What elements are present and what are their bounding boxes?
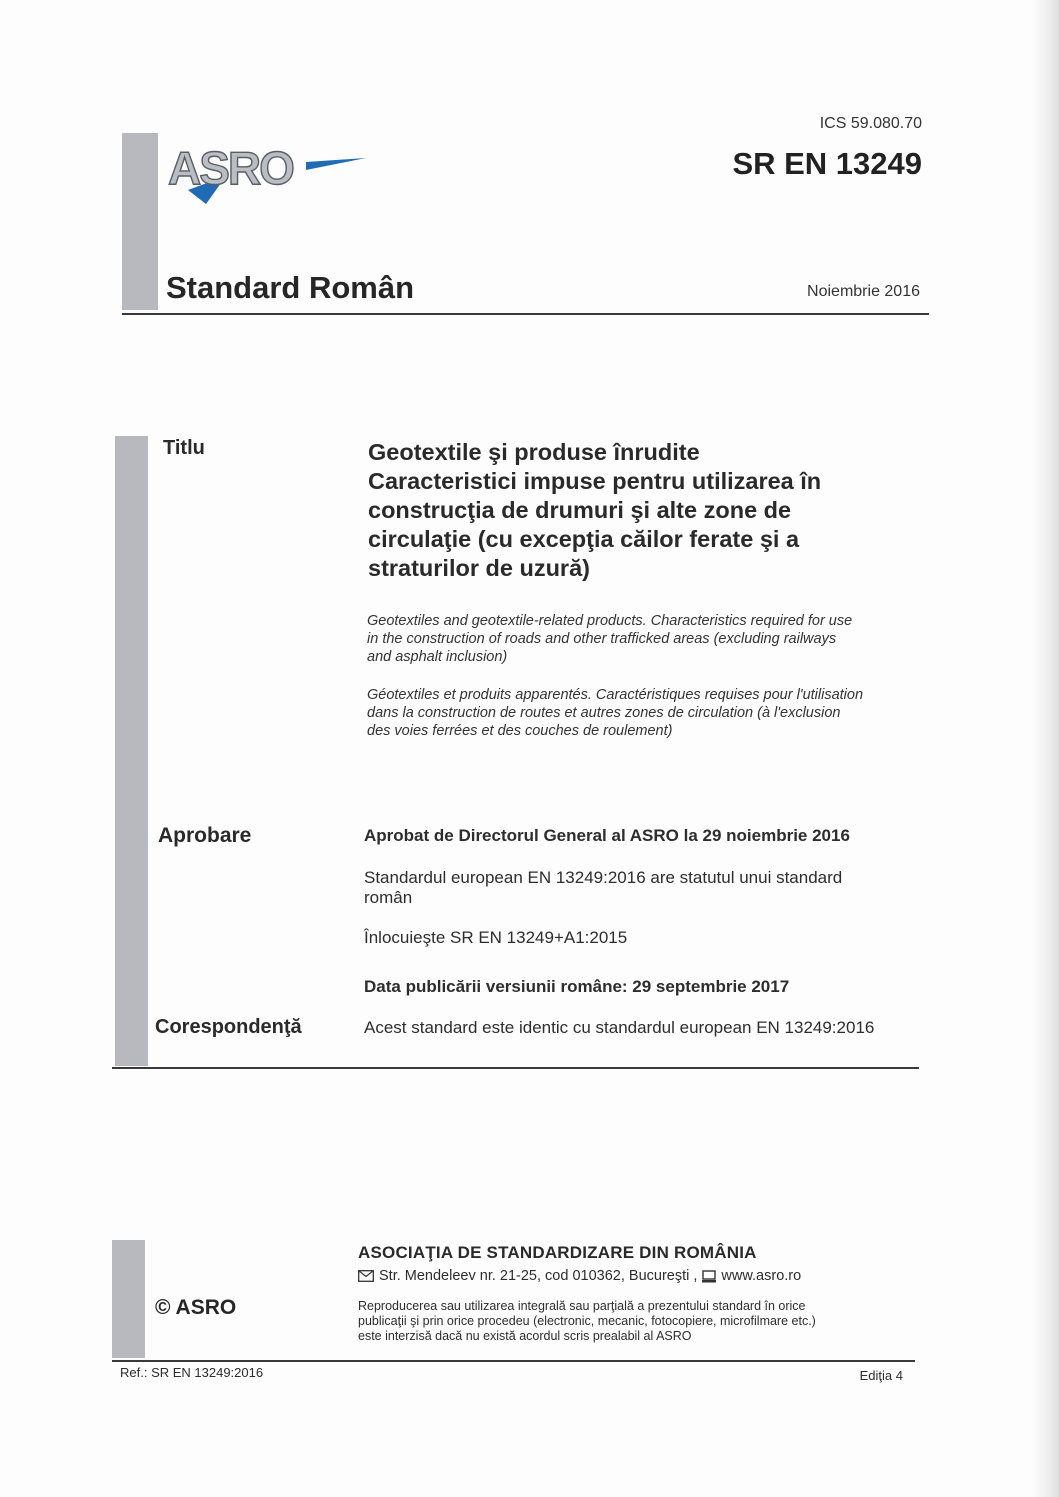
title-label: Titlu [163,437,205,459]
notice-line: este interzisă dacă nu există acordul scris prealabil al ASRO [358,1329,692,1343]
status-line: român [364,888,413,907]
title-english [367,612,927,666]
standard-code: SR EN 13249 [732,146,922,181]
info-divider [112,1067,919,1069]
website-link[interactable]: www.asro.ro [721,1268,802,1284]
standard-type-heading: Standard Român [166,270,415,305]
address-text: Str. Mendeleev nr. 21-25, cod 010362, Bucureşti , [379,1268,698,1284]
reference-number: Ref.: SR EN 13249:2016 [120,1365,264,1380]
title-romanian [368,438,928,583]
standard-status [364,868,924,908]
notice-line: Reproducerea sau utilizarea integrală sau parţială a prezentului standard în orice [358,1299,806,1313]
title-ro-line: Geotextile şi produse înrudite [368,439,700,465]
title-french [367,686,927,740]
correspondence-text: Acest standard este identic cu standardul european EN 13249:2016 [364,1018,875,1037]
title-en-line: and asphalt inclusion) [367,649,508,665]
title-fr-line: des voies ferrées et des couches de roulement) [367,723,673,739]
status-line: Standardul european EN 13249:2016 are statutul unui standard [364,868,843,887]
title-ro-line: circulaţie (cu excepţia căilor ferate şi a [368,526,800,552]
title-en-line: Geotextiles and geotextile-related products. Characteristics required for use [367,613,853,629]
envelope-icon [358,1270,374,1282]
approval-statement: Aprobat de Directorul General al ASRO la 29 noiembrie 2016 [364,826,850,845]
footer-side-bar [112,1240,145,1358]
title-en-line: in the construction of roads and other trafficked areas (excluding railways [367,631,837,647]
footer-divider [112,1360,915,1362]
info-side-bar [115,436,148,1066]
computer-icon [702,1270,716,1283]
approval-label: Aprobare [158,824,252,847]
edition-number: Ediţia 4 [859,1368,903,1383]
association-address [358,1268,801,1284]
title-fr-line: Géotextiles et produits apparentés. Caractéristiques requises pour l'utilisation [367,687,864,703]
publication-date: Noiembrie 2016 [807,283,920,300]
svg-text:ASRO: ASRO [168,142,293,194]
copyright-mark: © ASRO [155,1296,237,1319]
reproduction-notice [358,1299,898,1344]
notice-line: publicaţii şi prin orice procedeu (electronic, mecanic, fotocopiere, microfilmare etc.) [358,1314,816,1328]
title-ro-line: straturilor de uzură) [368,555,590,581]
romanian-version-date: Data publicării versiunii române: 29 septembrie 2017 [364,977,790,996]
title-ro-line: Caracteristici impuse pentru utilizarea în [368,468,822,494]
title-fr-line: dans la construction de routes et autres zones de circulation (à l'exclusion [367,705,841,721]
replaces-statement: Înlocuieşte SR EN 13249+A1:2015 [364,928,628,947]
ics-code: ICS 59.080.70 [819,115,922,132]
association-name: ASOCIAŢIA DE STANDARDIZARE DIN ROMÂNIA [358,1243,757,1262]
title-ro-line: construcţia de drumuri şi alte zone de [368,497,792,523]
scan-edge-shadow [1032,0,1059,1497]
correspondence-label: Corespondenţă [155,1016,302,1038]
header-divider [122,313,929,315]
asro-logo [166,138,371,208]
header-side-bar [122,133,158,310]
